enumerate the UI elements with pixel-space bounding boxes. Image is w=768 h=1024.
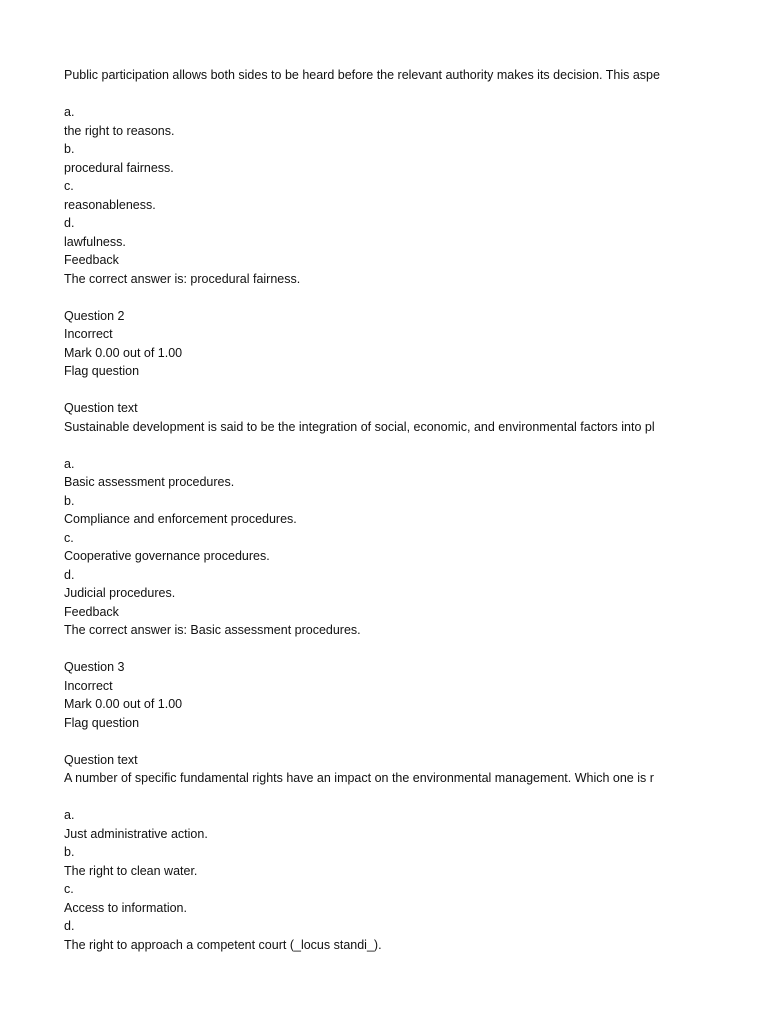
q1-option-b-letter: b. xyxy=(64,142,75,156)
q1-option-d-letter: d. xyxy=(64,216,75,230)
q3-option-b-answer: The right to clean water. xyxy=(64,863,198,878)
q3-option-a-letter: a. xyxy=(64,808,75,822)
q3-flag-question[interactable]: Flag question xyxy=(64,715,140,730)
q3-option-a-answer: Just administrative action. xyxy=(64,826,208,841)
q2-mark: Mark 0.00 out of 1.00 xyxy=(64,345,183,360)
question-3-title: Question 3 xyxy=(64,660,125,674)
q2-option-b-answer: Compliance and enforcement procedures. xyxy=(64,512,297,526)
q1-option-c-answer: reasonableness. xyxy=(64,197,156,212)
q2-option-d-answer: Judicial procedures. xyxy=(64,586,176,600)
q2-option-a-letter: a. xyxy=(64,456,75,471)
question-1-text: Public participation allows both sides to be heard before the relevant authority makes its decision. This aspe xyxy=(64,68,660,82)
q1-option-c-letter: c. xyxy=(64,179,74,193)
q1-option-a-letter: a. xyxy=(64,105,75,119)
q1-option-b-answer: procedural fairness. xyxy=(64,160,174,175)
q3-option-b-letter: b. xyxy=(64,845,75,859)
q2-option-c-letter: c. xyxy=(64,530,74,545)
q3-option-c-letter: c. xyxy=(64,882,74,896)
q2-option-a-answer: Basic assessment procedures. xyxy=(64,475,235,489)
q2-option-b-letter: b. xyxy=(64,493,75,508)
q3-option-d-letter: d. xyxy=(64,919,75,933)
q2-flag-question[interactable]: Flag question xyxy=(64,364,140,378)
document-page xyxy=(64,66,668,954)
q1-feedback-label: Feedback xyxy=(64,253,119,267)
q3-status: Incorrect xyxy=(64,678,113,693)
q2-feedback-label: Feedback xyxy=(64,604,119,619)
q2-feedback: The correct answer is: Basic assessment procedures. xyxy=(64,623,361,637)
q1-feedback: The correct answer is: procedural fairness. xyxy=(64,271,301,286)
q3-option-d-answer: The right to approach a competent court (_locus standi_). xyxy=(64,937,382,952)
q3-question-text-label: Question text xyxy=(64,752,138,767)
q2-option-c-answer: Cooperative governance procedures. xyxy=(64,549,270,563)
question-2-text: Sustainable development is said to be the integration of social, economic, and environmental factors into pl xyxy=(64,419,655,434)
q1-option-d-answer: lawfulness. xyxy=(64,234,126,249)
q3-option-c-answer: Access to information. xyxy=(64,900,187,915)
question-2-title: Question 2 xyxy=(64,308,125,323)
q2-question-text-label: Question text xyxy=(64,401,138,415)
q2-status: Incorrect xyxy=(64,327,113,341)
q3-mark: Mark 0.00 out of 1.00 xyxy=(64,697,183,711)
q1-option-a-answer: the right to reasons. xyxy=(64,123,175,138)
question-3-text: A number of specific fundamental rights have an impact on the environmental management. Which one is r xyxy=(64,771,654,785)
q2-option-d-letter: d. xyxy=(64,567,75,582)
